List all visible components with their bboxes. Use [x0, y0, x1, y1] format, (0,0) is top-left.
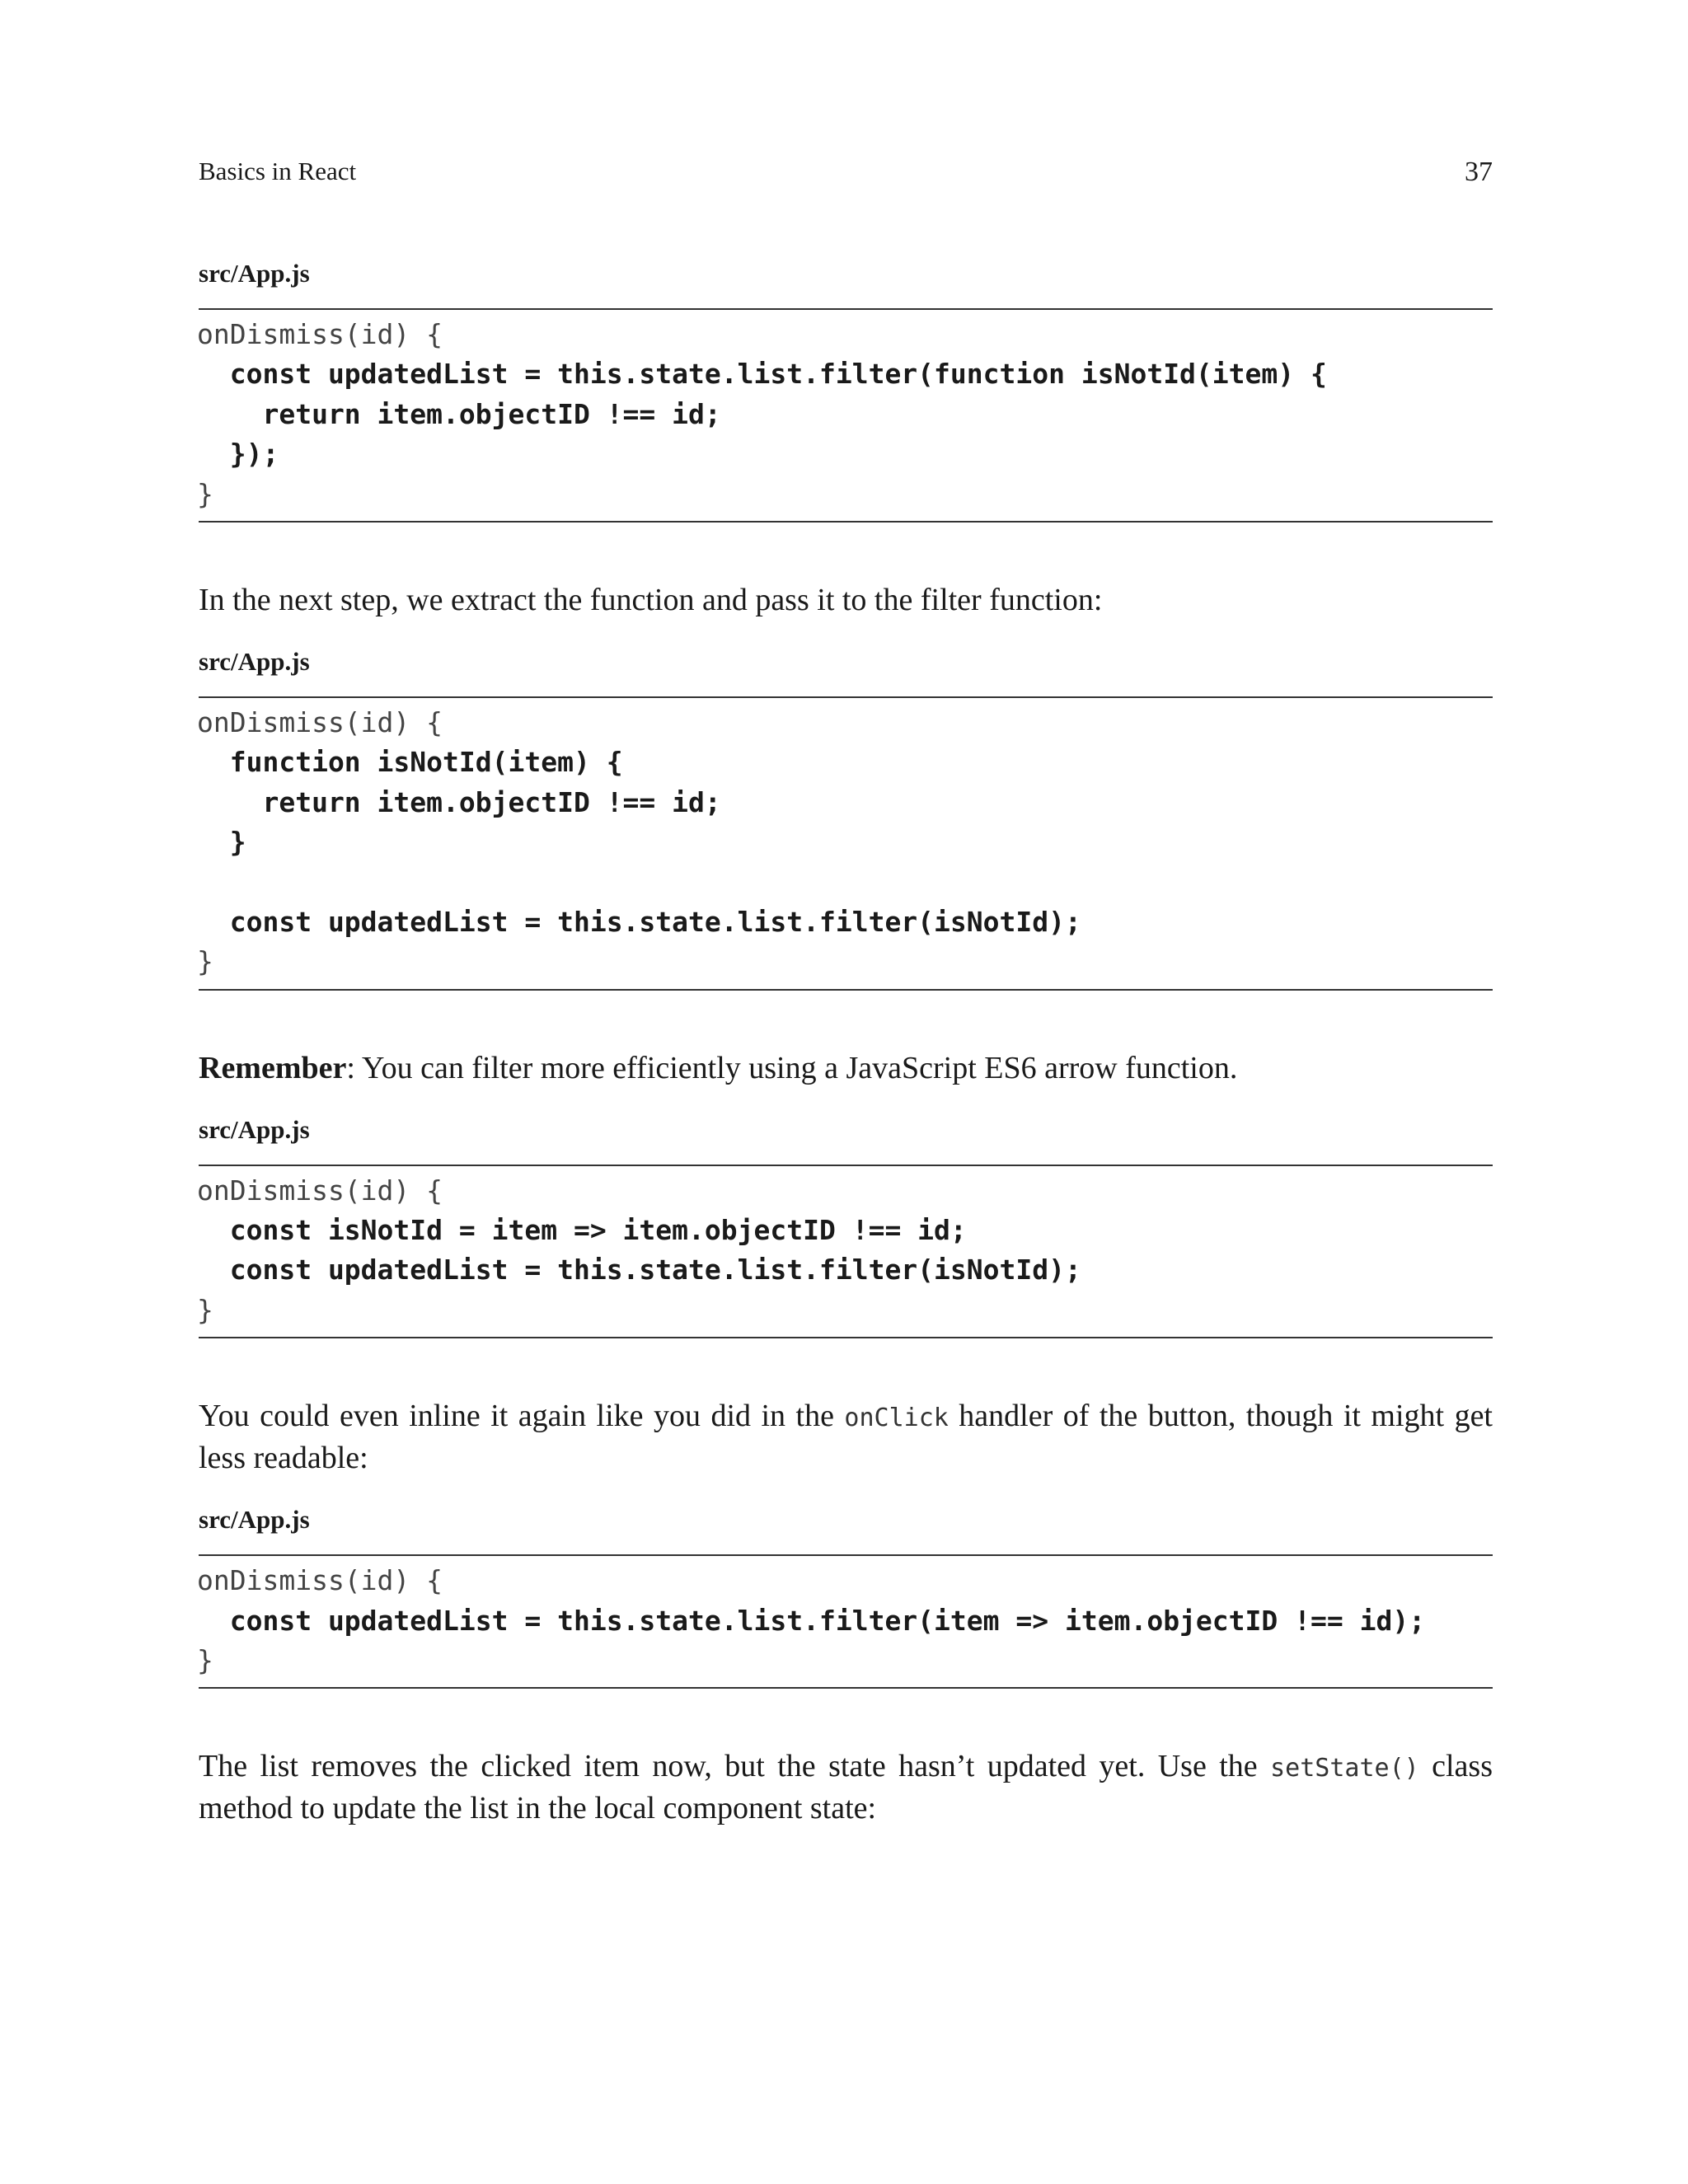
code-line: }); [197, 438, 279, 471]
code-line: const updatedList = this.state.list.filter(function isNotId(item) { [197, 358, 1327, 391]
code-file-label: src/App.js [199, 646, 310, 676]
paragraph [199, 580, 1493, 621]
code-line [197, 863, 1493, 902]
paragraph-text: : You can filter more efficiently using a JavaScript ES6 arrow function. [346, 1050, 1238, 1085]
code-file-label: src/App.js [199, 1505, 310, 1535]
code-line: const isNotId = item => item.objectID !== id; [197, 1214, 967, 1247]
paragraph-text: You could even inline it again like you did in the [199, 1399, 845, 1434]
paragraph [199, 1048, 1493, 1089]
code-listing-4 [199, 1502, 1493, 1689]
code-line: function isNotId(item) { [197, 746, 623, 779]
code-line: } [197, 1293, 213, 1326]
code-block [199, 696, 1493, 991]
code-line: return item.objectID !== id; [197, 397, 721, 430]
code-line: } [197, 945, 213, 978]
code-line: const updatedList = this.state.list.filter(isNotId); [197, 905, 1081, 938]
code-line: onDismiss(id) { [197, 1174, 443, 1207]
emphasis-label: Remember [199, 1050, 347, 1085]
inline-code: setState() [1270, 1754, 1419, 1783]
code-line: onDismiss(id) { [197, 318, 443, 350]
paragraph-text: In the next step, we extract the function and pass it to the filter function: [199, 582, 1103, 617]
code-line: } [197, 826, 246, 859]
code-line: const updatedList = this.state.list.filter(isNotId); [197, 1254, 1081, 1286]
code-line: onDismiss(id) { [197, 705, 443, 738]
inline-code: onClick [844, 1404, 949, 1433]
code-block [199, 308, 1493, 523]
paragraph-text: The list removes the clicked item now, but the state hasn’t updated yet. Use the [199, 1749, 1271, 1784]
code-listing-2 [199, 644, 1493, 991]
running-header [199, 157, 1493, 190]
code-line: } [197, 477, 213, 510]
code-block [199, 1554, 1493, 1689]
paragraph [199, 1396, 1493, 1479]
code-listing-3 [199, 1112, 1493, 1339]
code-line: } [197, 1644, 213, 1677]
page-content [199, 255, 1493, 1852]
code-line: return item.objectID !== id; [197, 785, 721, 818]
code-file-label: src/App.js [199, 1114, 310, 1144]
code-listing-1 [199, 255, 1493, 523]
code-block [199, 1165, 1493, 1339]
code-file-label: src/App.js [199, 259, 310, 288]
code-line: onDismiss(id) { [197, 1564, 443, 1597]
code-line: const updatedList = this.state.list.filter(item => item.objectID !== id); [197, 1604, 1426, 1637]
paragraph-text: class method to update the list in the local component state: [199, 1749, 1493, 1826]
paragraph-text: handler of the button, though it might get less readable: [199, 1399, 1493, 1476]
page-number: 37 [1465, 157, 1493, 187]
paragraph [199, 1746, 1493, 1829]
chapter-title: Basics in React [199, 157, 357, 185]
